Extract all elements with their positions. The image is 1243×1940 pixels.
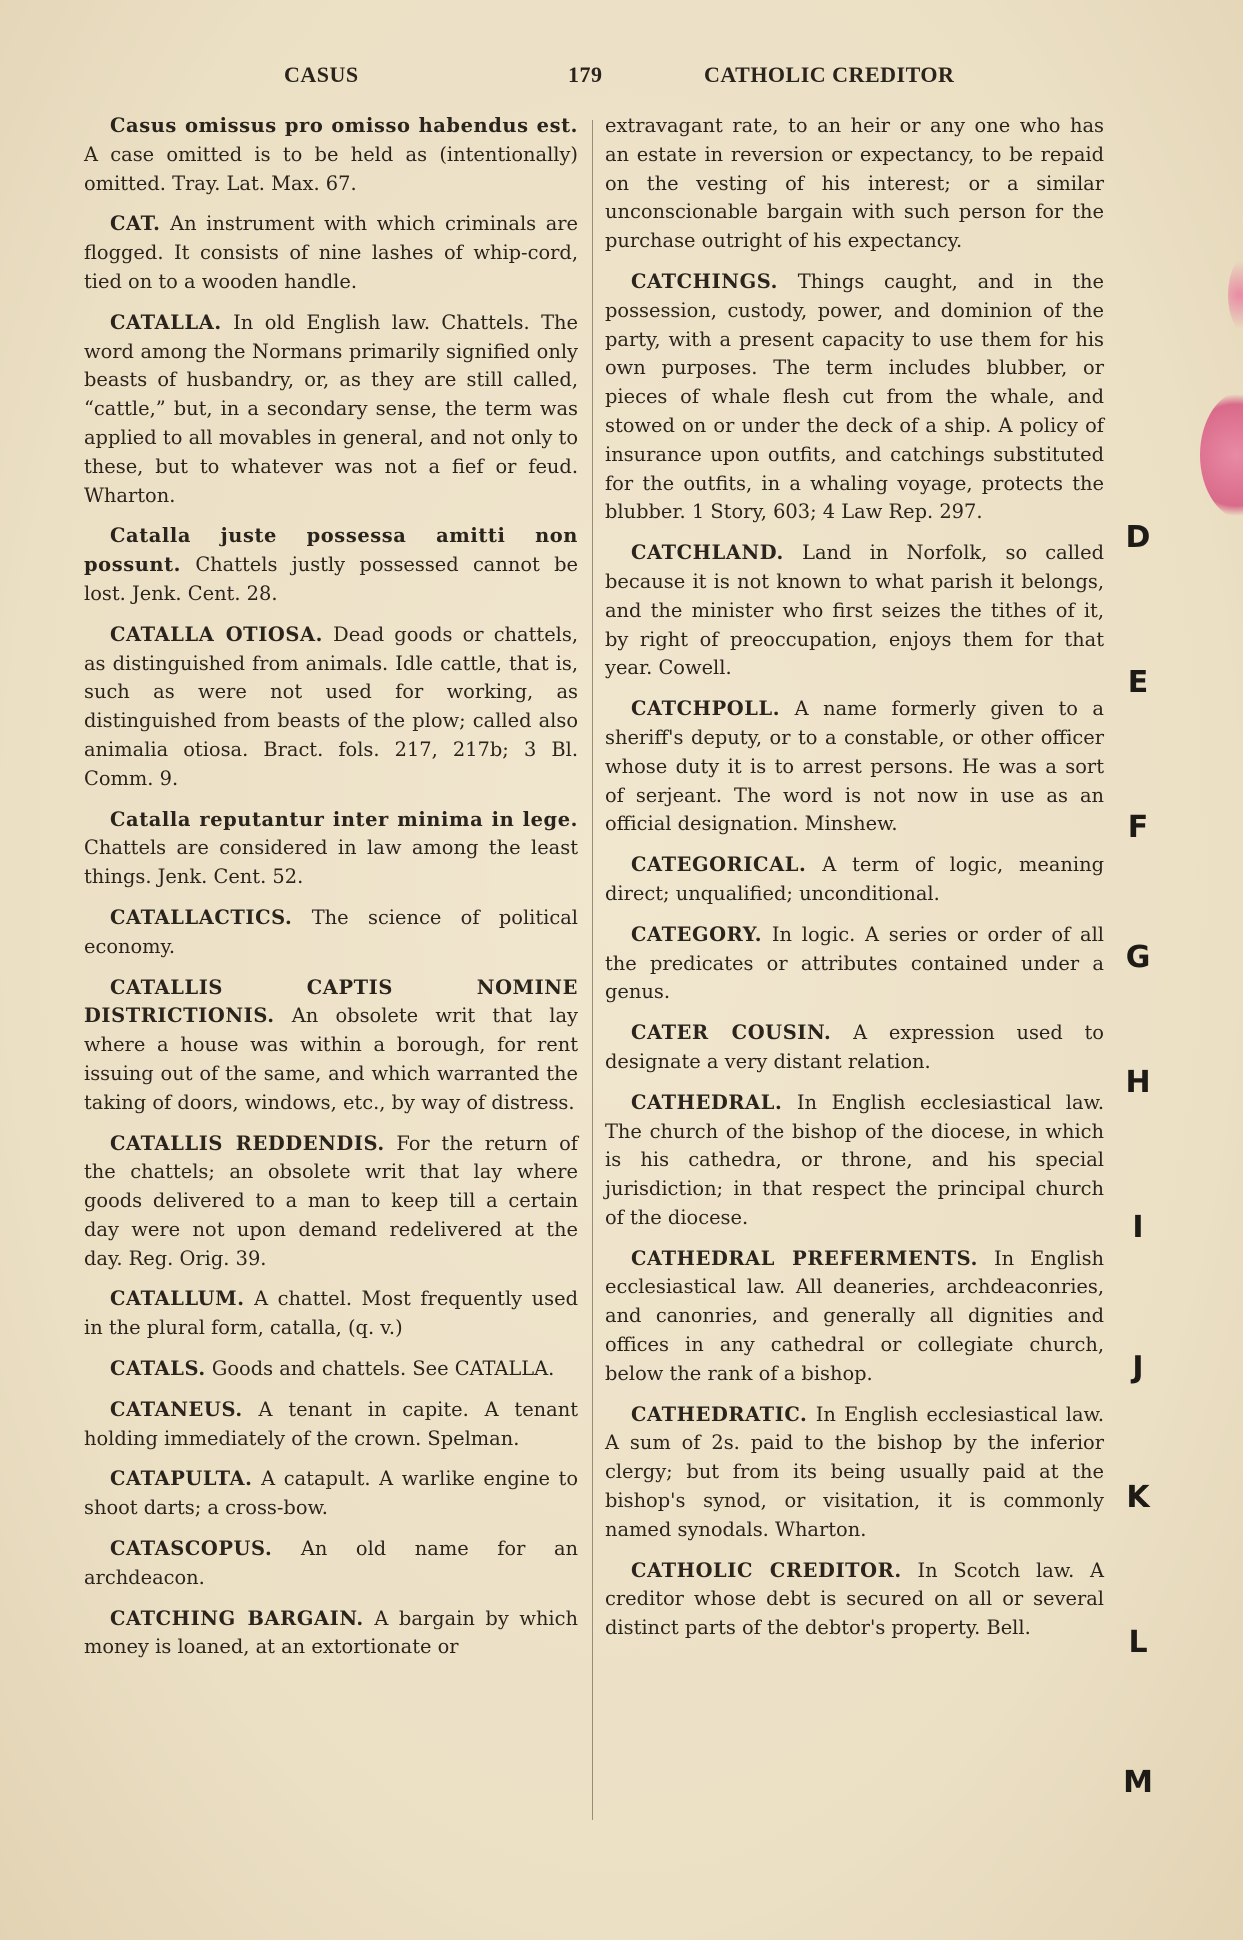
entry-headword: CATALLACTICS. (110, 905, 293, 929)
entry-definition: A term of logic, meaning direct; unqualified; unconditional. (605, 853, 1104, 905)
thumb-index-tabs (1118, 520, 1158, 1820)
thumb-tab-i: I (1132, 1210, 1144, 1245)
entry-definition: Things caught, and in the possession, custody, power, and dominion of the party, with a present capacity to use them for his own purposes. The term includes blubber, or pieces of whale flesh cut from the whale, and stowed on or under the deck of a ship. A policy of insurance upon outfits, and catchings substituted for the outfits, in a whaling voyage, protects the blubber. 1 Story, 603; 4 Law Rep. 297. (605, 269, 1104, 524)
thumb-tab-k: K (1126, 1480, 1150, 1515)
entry-headword: Catalla reputantur inter minima in lege. (110, 807, 578, 831)
page-number: 179 (568, 62, 603, 87)
dictionary-entry (84, 974, 578, 1118)
entry-definition: In logic. A series or order of all the predicates or attributes contained under a genus. (605, 922, 1104, 1004)
pink-stain (1200, 390, 1243, 520)
entry-definition: A catapult. A warlike engine to shoot darts; a cross-bow. (84, 1467, 578, 1520)
thumb-tab-m: M (1123, 1765, 1153, 1800)
entry-definition: In English ecclesiastical law. A sum of 2s. paid to the bishop by the inferior clergy; but from its being usually paid at the bishop's synod, or visitation, it is commonly named synodals. Wharton. (605, 1402, 1104, 1541)
dictionary-entry (605, 851, 1104, 909)
dictionary-entry (84, 1605, 578, 1663)
entry-headword: CATHEDRATIC. (631, 1402, 808, 1426)
entry-headword: CATALLA. (110, 310, 222, 334)
dictionary-entry (84, 1396, 578, 1454)
thumb-tab-g: G (1125, 940, 1151, 975)
entry-headword: CATALLA OTIOSA. (110, 622, 323, 646)
dictionary-entry (605, 1245, 1104, 1389)
entry-headword: CATCHLAND. (631, 541, 784, 565)
entry-definition: A name formerly given to a sheriff's deputy, or to a constable, or other officer whose duty it is to arrest persons. He was a sort of serjeant. The word is not now in use as an official designation. Minshew. (605, 697, 1104, 836)
entry-definition: In old English law. Chattels. The word among the Normans primarily signified only beasts of husbandry, or, as they are still called, “cattle,” but, in a secondary sense, the term was applied to all movables in general, and not only to these, but to whatever was not a fief or feud. Wharton. (84, 310, 578, 507)
entry-definition: Chattels justly possessed cannot be lost. Jenk. Cent. 28. (84, 553, 578, 605)
dictionary-entry (605, 112, 1104, 256)
dictionary-entry (605, 1089, 1104, 1233)
entry-definition: Goods and chattels. See CATALLA. (205, 1357, 555, 1381)
dictionary-entry (84, 1465, 578, 1523)
entry-definition: For the return of the chattels; an obsolete writ that lay where goods delivered to a man to keep till a certain day were not upon demand redelivered at the day. Reg. Orig. 39. (84, 1131, 578, 1270)
entry-definition: In English ecclesiastical law. All deaneries, archdeaconries, and canonries, and generally all dignities and offices in any cathedral or collegiate church, below the rank of a bishop. (605, 1246, 1105, 1385)
dictionary-entry (84, 904, 578, 962)
header-right-guideword: CATHOLIC CREDITOR (704, 62, 955, 87)
entry-definition: A case omitted is to be held as (intentionally) omitted. Tray. Lat. Max. 67. (84, 142, 578, 195)
entry-headword: CAT. (110, 212, 161, 236)
dictionary-entry (84, 112, 578, 198)
entry-headword: Catalla juste possessa amitti non possunt. (84, 524, 578, 577)
entry-definition: An obsolete writ that lay where a house was within a borough, for rent issuing out of the same, and which warranted the taking of doors, windows, etc., by way of distress. (84, 1004, 578, 1114)
entry-headword: CATALLUM. (110, 1287, 245, 1311)
entry-definition: A bargain by which money is loaned, at an extortionate or (84, 1606, 578, 1659)
dictionary-entry (84, 621, 578, 794)
dictionary-entry (84, 1285, 578, 1343)
thumb-tab-j: J (1132, 1350, 1144, 1385)
entry-headword: CATALS. (110, 1357, 206, 1381)
entry-headword: CATALLIS CAPTIS NOMINE DISTRICTIONIS. (84, 975, 578, 1028)
entry-definition: In English ecclesiastical law. The church of the bishop of the diocese, in which is his cathedra, or throne, and his special jurisdiction; in that respect the principal church of the diocese. (605, 1090, 1104, 1229)
thumb-tab-h: H (1125, 1065, 1151, 1100)
entry-headword: CATALLIS REDDENDIS. (110, 1131, 385, 1155)
dictionary-entry (605, 695, 1104, 839)
entry-headword: CATER COUSIN. (631, 1021, 832, 1045)
entry-definition: A expression used to designate a very distant relation. (605, 1021, 1104, 1073)
pink-stain-small (1228, 255, 1243, 335)
entry-headword: CATCHINGS. (631, 269, 779, 293)
entry-definition: In Scotch law. A creditor whose debt is secured on all or several distinct parts of the debtor's property. Bell. (605, 1558, 1104, 1640)
entry-definition: A tenant in capite. A tenant holding immediately of the crown. Spelman. (84, 1397, 578, 1450)
dictionary-entry (605, 268, 1104, 527)
entry-definition: The science of political economy. (84, 905, 578, 958)
dictionary-entry (84, 1355, 578, 1384)
entry-headword: Casus omissus pro omisso habendus est. (110, 114, 578, 137)
entry-headword: CATEGORICAL. (631, 853, 807, 877)
dictionary-entry (84, 522, 578, 608)
entry-headword: CATASCOPUS. (110, 1537, 273, 1561)
dictionary-entry (605, 539, 1104, 683)
entry-definition: Land in Norfolk, so called because it is not known to what parish it belongs, and the minister who first seizes the tithes of it, by right of preoccupation, enjoys them for that year. Cowell. (605, 541, 1104, 680)
entry-headword: CATEGORY. (631, 922, 763, 946)
entry-headword: CATHOLIC CREDITOR. (631, 1558, 902, 1582)
entry-headword: CATHEDRAL. (631, 1090, 783, 1114)
dictionary-entry (605, 921, 1104, 1007)
header-left-guideword: CASUS (284, 62, 359, 87)
thumb-tab-e: E (1127, 665, 1149, 700)
dictionary-entry (605, 1019, 1104, 1077)
thumb-tab-l: L (1128, 1625, 1148, 1660)
entry-headword: CATAPULTA. (110, 1467, 253, 1491)
entry-definition: An old name for an archdeacon. (84, 1537, 578, 1589)
running-header (84, 62, 1104, 96)
dictionary-entry (84, 806, 578, 892)
thumb-tab-d: D (1125, 520, 1151, 555)
entry-definition: extravagant rate, to an heir or any one who has an estate in reversion or expectancy, to be repaid on the vesting of his interest; or a similar unconscionable bargain with such person for the purchase outright of his expectancy. (605, 114, 1104, 253)
dictionary-entry (84, 1130, 578, 1274)
dictionary-entry (605, 1557, 1104, 1643)
dictionary-entry (84, 1535, 578, 1593)
dictionary-entry (84, 210, 578, 296)
entry-definition: An instrument with which criminals are flogged. It consists of nine lashes of whip-cord, tied on to a wooden handle. (84, 212, 578, 293)
dictionary-entry (84, 309, 578, 511)
entry-headword: CATCHPOLL. (631, 697, 781, 721)
entry-definition: A chattel. Most frequently used in the plural form, catalla, (q. v.) (84, 1287, 578, 1340)
entry-definition: Dead goods or chattels, as distinguished from animals. Idle cattle, that is, such as were not used for working, as distinguished from beasts of the plow; called also animalia otiosa. Bract. fols. 217, 217b; 3 Bl. Comm. 9. (84, 622, 578, 790)
right-column (605, 112, 1104, 1655)
entry-definition: Chattels are considered in law among the least things. Jenk. Cent. 52. (84, 836, 578, 889)
entry-headword: CATANEUS. (110, 1397, 243, 1421)
column-divider (592, 120, 593, 1820)
entry-headword: CATCHING BARGAIN. (110, 1606, 364, 1630)
dictionary-entry (605, 1401, 1104, 1545)
thumb-tab-f: F (1127, 810, 1149, 845)
left-column (84, 112, 578, 1674)
entry-headword: CATHEDRAL PREFERMENTS. (631, 1246, 978, 1270)
